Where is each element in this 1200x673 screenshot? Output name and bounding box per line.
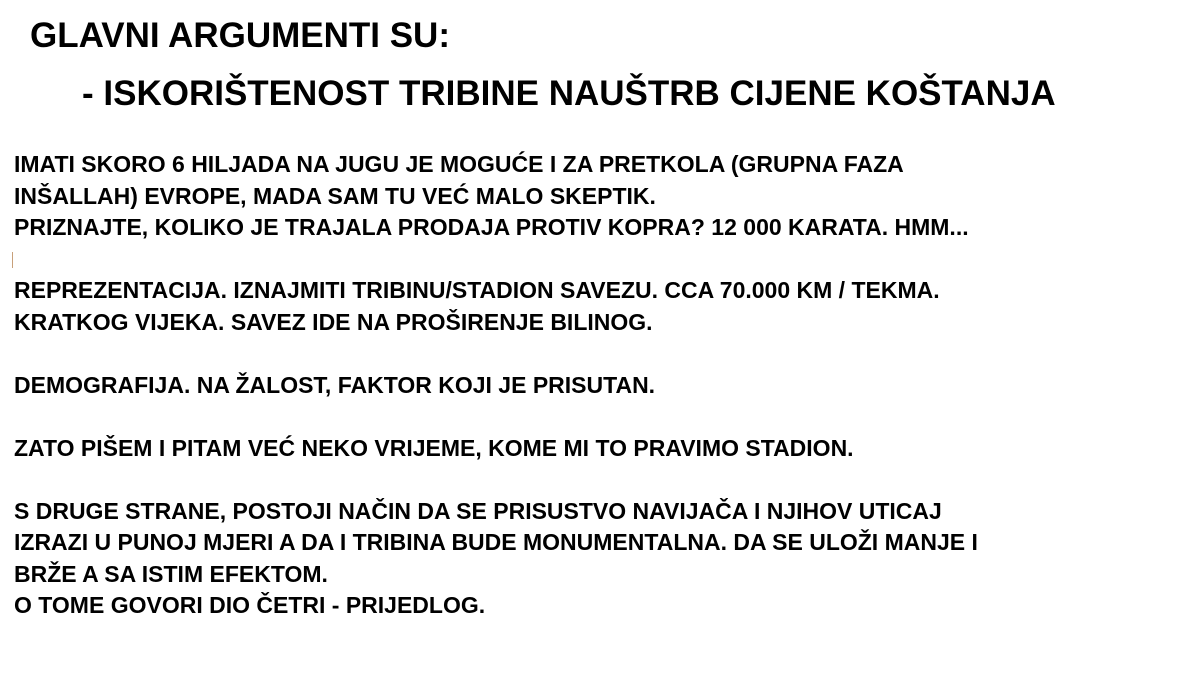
page-subtitle: - ISKORIŠTENOST TRIBINE NAUŠTRB CIJENE KOŠTANJA <box>82 74 1056 113</box>
text-line: O TOME GOVORI DIO ČETRI - PRIJEDLOG. <box>14 592 486 618</box>
text-line: ZATO PIŠEM I PITAM VEĆ NEKO VRIJEME, KOME MI TO PRAVIMO STADION. <box>14 434 854 461</box>
text-line: DEMOGRAFIJA. NA ŽALOST, FAKTOR KOJI JE PRISUTAN. <box>14 371 656 398</box>
page-title: GLAVNI ARGUMENTI SU: <box>30 16 450 55</box>
text-line: IMATI SKORO 6 HILJADA NA JUGU JE MOGUĆE I ZA PRETKOLA (GRUPNA FAZA <box>14 151 904 177</box>
text-cursor <box>12 252 13 268</box>
text-line: BRŽE A SA ISTIM EFEKTOM. <box>14 560 328 587</box>
document-body <box>14 149 1194 622</box>
text-line: S DRUGE STRANE, POSTOJI NAČIN DA SE PRISUSTVO NAVIJAČA I NJIHOV UTICAJ <box>14 497 942 524</box>
text-line: PRIZNAJTE, KOLIKO JE TRAJALA PRODAJA PROTIV KOPRA? 12 000 KARATA. HMM... <box>14 214 969 240</box>
paragraph-gap <box>14 401 1194 433</box>
paragraph-gap <box>14 338 1194 370</box>
text-line: REPREZENTACIJA. IZNAJMITI TRIBINU/STADION SAVEZU. CCA 70.000 KM / TEKMA. <box>14 277 940 303</box>
text-line: KRATKOG VIJEKA. SAVEZ IDE NA PROŠIRENJE BILINOG. <box>14 308 653 335</box>
text-line: INŠALLAH) EVROPE, MADA SAM TU VEĆ MALO SKEPTIK. <box>14 182 656 209</box>
text-line: IZRAZI U PUNOJ MJERI A DA I TRIBINA BUDE MONUMENTALNA. DA SE ULOŽI MANJE I <box>14 529 978 555</box>
paragraph-gap <box>14 244 1194 276</box>
paragraph-gap <box>14 464 1194 496</box>
